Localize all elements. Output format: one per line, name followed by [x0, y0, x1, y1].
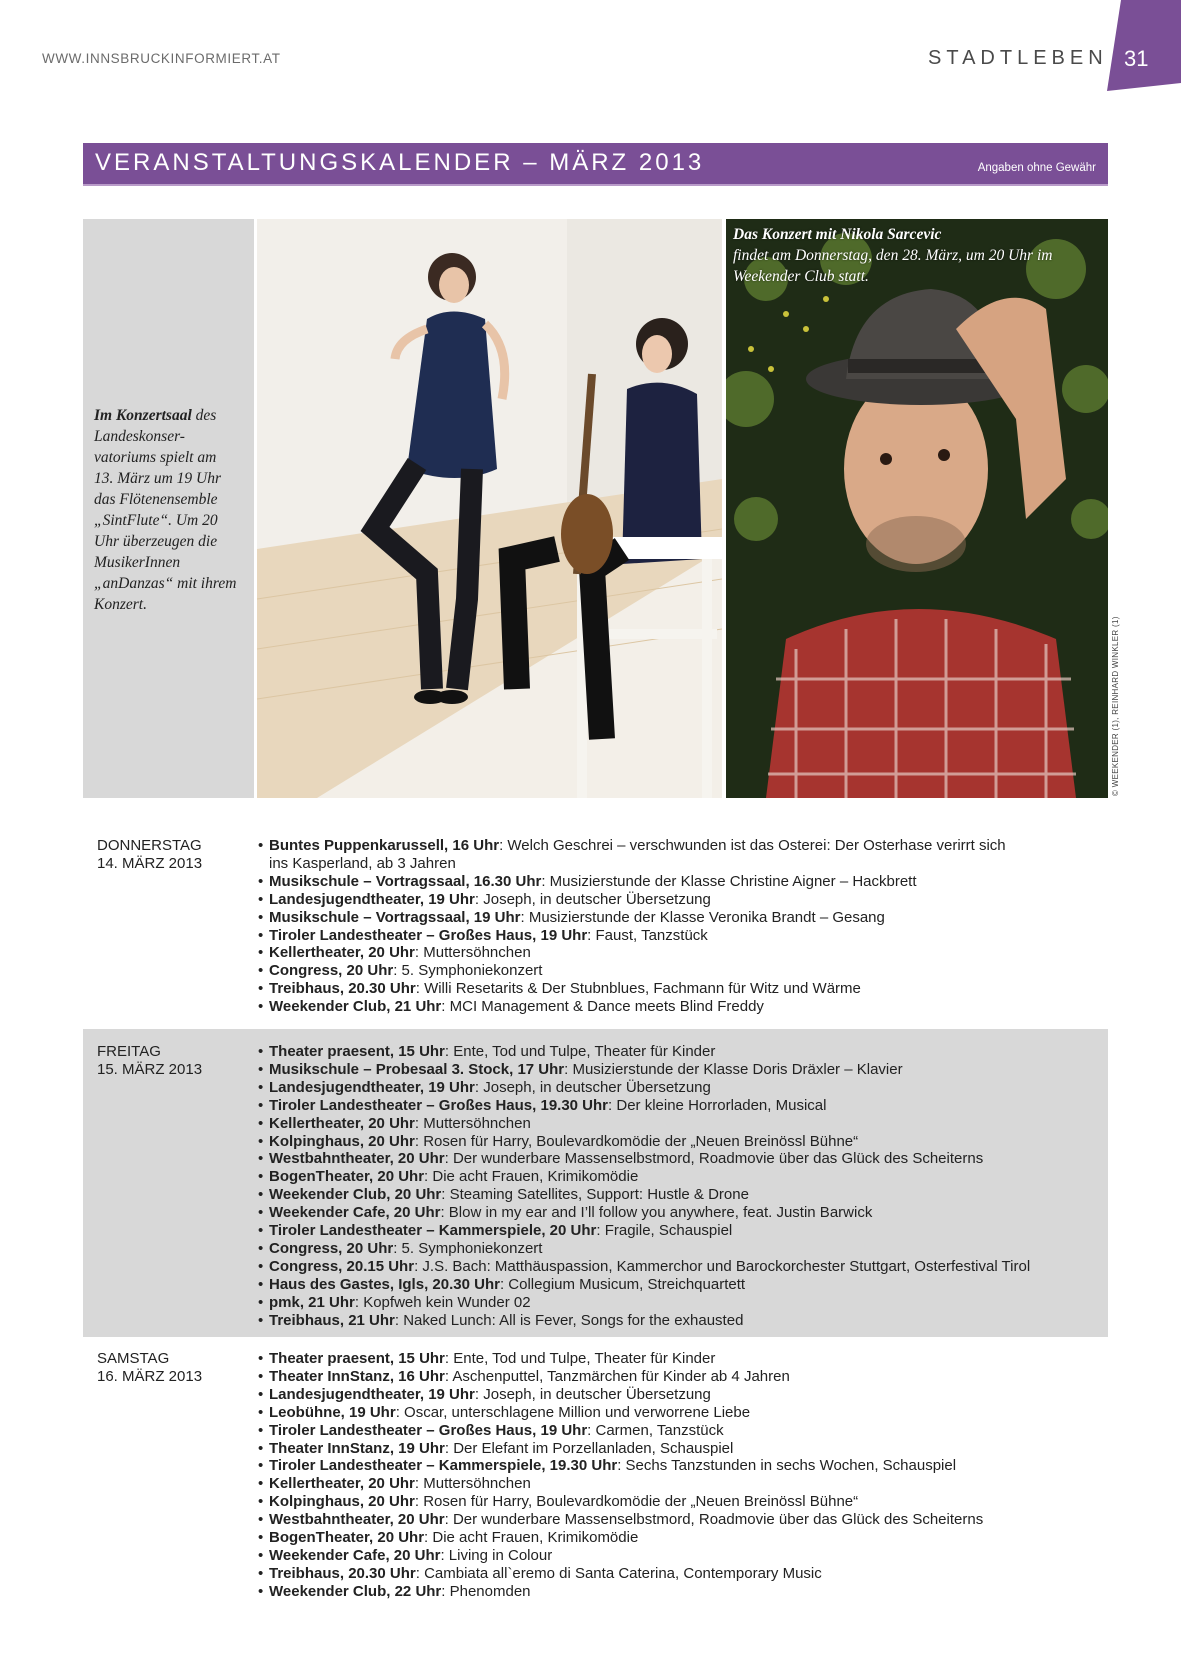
event-place: Treibhaus, 21 Uhr: [269, 1311, 395, 1329]
event-place: Landesjugendtheater, 19 Uhr: [269, 1385, 475, 1403]
section-title: STADTLEBEN: [928, 47, 1108, 69]
event-desc: : Joseph, in deutscher Übersetzung: [474, 890, 711, 908]
event-place: Congress, 20.15 Uhr: [269, 1257, 415, 1275]
event-desc: : MCI Management & Dance meets Blind Freddy: [441, 998, 764, 1016]
disclaimer-note: Angaben ohne Gewähr: [977, 162, 1096, 174]
event-desc: : Welch Geschrei – verschwunden ist das Osterei: Der Osterhase verirrt sich ins Kasperland, ab 3 Jahren: [269, 837, 1006, 872]
event-place: Tiroler Landestheater – Kammerspiele, 19.30 Uhr: [269, 1457, 618, 1475]
left-caption-text: des Landeskonser-vatoriums spielt am 13. März um 19 Uhr das Flötenensemble „SintFlute“. Um 20 Uhr überzeugen die MusikerInnen „anDanzas“ mit ihrem Konzert.: [94, 407, 237, 613]
event-place: Kellertheater, 20 Uhr: [269, 1475, 415, 1493]
calendar-title: VERANSTALTUNGSKALENDER – MÄRZ 2013: [95, 149, 705, 176]
event-item: [258, 944, 1098, 962]
event-desc: : Cambiata all`eremo di Santa Caterina, Contemporary Music: [415, 1564, 822, 1582]
event-item: [258, 873, 1098, 891]
right-caption-lead: Das Konzert mit Nikola Sarcevic: [733, 226, 942, 243]
event-place: Weekender Cafe, 20 Uhr: [269, 1204, 441, 1222]
event-place: Tiroler Landestheater – Großes Haus, 19 Uhr: [269, 926, 588, 944]
event-place: Theater InnStanz, 16 Uhr: [269, 1367, 445, 1385]
day-block-freitag: [83, 1029, 1108, 1337]
event-item: [258, 1186, 1098, 1204]
event-place: Tiroler Landestheater – Großes Haus, 19 Uhr: [269, 1421, 588, 1439]
event-desc: : Aschenputtel, Tanzmärchen für Kinder ab 4 Jahren: [444, 1367, 790, 1385]
event-desc: : Joseph, in deutscher Übersetzung: [474, 1078, 711, 1096]
date: 16. MÄRZ 2013: [97, 1368, 203, 1385]
event-desc: : 5. Symphoniekonzert: [393, 962, 543, 980]
event-item: [258, 837, 1098, 873]
weekender-photo: [726, 219, 1108, 798]
event-place: BogenTheater, 20 Uhr: [269, 1168, 425, 1186]
event-desc: : Musizierstunde der Klasse Doris Dräxler – Klavier: [564, 1060, 903, 1078]
event-desc: : Muttersöhnchen: [414, 944, 531, 962]
event-desc: : Joseph, in deutscher Übersetzung: [474, 1385, 711, 1403]
event-place: Theater InnStanz, 19 Uhr: [269, 1439, 445, 1457]
right-caption-text: findet am Donnerstag, den 28. März, um 20 Uhr im Weekender Club statt.: [733, 247, 1053, 285]
event-desc: : Oscar, unterschlagene Million und verworrene Liebe: [395, 1403, 751, 1421]
event-item: [258, 909, 1098, 927]
event-item: [258, 1294, 1098, 1312]
event-item: [258, 998, 1098, 1016]
event-desc: : Willi Resetarits & Der Stubnblues, Fachmann für Witz und Wärme: [415, 980, 861, 998]
event-place: Theater praesent, 15 Uhr: [269, 1350, 445, 1367]
event-desc: : Musizierstunde der Klasse Christine Aigner – Hackbrett: [541, 872, 917, 890]
event-desc: : Der wunderbare Massenselbstmord, Roadmovie über das Glück des Scheiterns: [444, 1150, 984, 1168]
event-desc: : Living in Colour: [440, 1546, 553, 1564]
event-desc: : Die acht Frauen, Krimikomödie: [424, 1529, 639, 1547]
event-item: [258, 1133, 1098, 1151]
event-desc: : Kopfweh kein Wunder 02: [354, 1293, 531, 1311]
event-item: [258, 1043, 1098, 1061]
event-item: [258, 1258, 1098, 1276]
event-place: Weekender Club, 22 Uhr: [269, 1582, 442, 1600]
event-item: [258, 1547, 1098, 1565]
event-item: [258, 1115, 1098, 1133]
event-item: [258, 1350, 1098, 1368]
concert-photo: [257, 219, 722, 798]
event-item: [258, 1097, 1098, 1115]
weekday: DONNERSTAG: [97, 837, 202, 854]
event-place: Theater praesent, 15 Uhr: [269, 1043, 445, 1060]
event-item: [258, 927, 1098, 945]
event-item: [258, 891, 1098, 909]
caption-box: [83, 219, 254, 798]
event-place: Kellertheater, 20 Uhr: [269, 1114, 415, 1132]
weekday: SAMSTAG: [97, 1350, 170, 1367]
date: 15. MÄRZ 2013: [97, 1061, 203, 1078]
event-item: [258, 1150, 1098, 1168]
event-item: [258, 1079, 1098, 1097]
event-place: Westbahntheater, 20 Uhr: [269, 1511, 445, 1529]
day-label: [97, 1350, 202, 1386]
event-item: [258, 1511, 1098, 1529]
event-desc: : Carmen, Tanzstück: [587, 1421, 724, 1439]
event-place: Landesjugendtheater, 19 Uhr: [269, 1078, 475, 1096]
event-item: [258, 1386, 1098, 1404]
event-item: [258, 1061, 1098, 1079]
event-place: Congress, 20 Uhr: [269, 1239, 394, 1257]
event-item: [258, 1404, 1098, 1422]
event-item: [258, 980, 1098, 998]
event-desc: : Der Elefant im Porzellanladen, Schauspiel: [444, 1439, 734, 1457]
event-place: Buntes Puppenkarussell, 16 Uhr: [269, 837, 500, 854]
left-photo-caption: [94, 405, 239, 615]
event-desc: : Rosen für Harry, Boulevardkomödie der „Neuen Breinössl Bühne“: [414, 1132, 859, 1150]
event-item: [258, 1422, 1098, 1440]
event-desc: : Ente, Tod und Tulpe, Theater für Kinder: [444, 1350, 716, 1367]
event-item: [258, 1565, 1098, 1583]
event-desc: : Die acht Frauen, Krimikomödie: [424, 1168, 639, 1186]
event-item: [258, 1529, 1098, 1547]
event-place: Kolpinghaus, 20 Uhr: [269, 1493, 415, 1511]
event-place: Haus des Gastes, Igls, 20.30 Uhr: [269, 1275, 500, 1293]
event-list: [258, 1350, 1098, 1601]
event-desc: : Faust, Tanzstück: [587, 926, 708, 944]
event-item: [258, 1440, 1098, 1458]
event-place: Weekender Cafe, 20 Uhr: [269, 1546, 441, 1564]
event-desc: : Rosen für Harry, Boulevardkomödie der „Neuen Breinössl Bühne“: [414, 1493, 859, 1511]
left-caption-lead: Im Konzertsaal: [94, 407, 192, 424]
event-item: [258, 1168, 1098, 1186]
event-place: Treibhaus, 20.30 Uhr: [269, 980, 416, 998]
event-place: Tiroler Landestheater – Großes Haus, 19.30 Uhr: [269, 1096, 609, 1114]
event-place: Musikschule – Probesaal 3. Stock, 17 Uhr: [269, 1060, 565, 1078]
day-label: [97, 837, 202, 873]
event-item: [258, 1583, 1098, 1601]
event-place: Kellertheater, 20 Uhr: [269, 944, 415, 962]
event-place: Leobühne, 19 Uhr: [269, 1403, 396, 1421]
weekday: FREITAG: [97, 1043, 161, 1060]
event-list: [258, 837, 1098, 1016]
event-desc: : Phenomden: [441, 1582, 531, 1600]
event-desc: : Fragile, Schauspiel: [596, 1222, 733, 1240]
event-place: pmk, 21 Uhr: [269, 1293, 355, 1311]
event-desc: : Steaming Satellites, Support: Hustle & Drone: [441, 1186, 749, 1204]
photo-credit: © WEEKENDER (1), REINHARD WINKLER (1): [1111, 616, 1120, 796]
event-item: [258, 1240, 1098, 1258]
event-item: [258, 1222, 1098, 1240]
event-place: Westbahntheater, 20 Uhr: [269, 1150, 445, 1168]
event-desc: : Musizierstunde der Klasse Veronika Brandt – Gesang: [520, 908, 885, 926]
day-block-donnerstag: [83, 835, 1108, 1020]
event-item: [258, 1493, 1098, 1511]
event-place: Treibhaus, 20.30 Uhr: [269, 1564, 416, 1582]
event-desc: : Blow in my ear and I’ll follow you anywhere, feat. Justin Barwick: [440, 1204, 873, 1222]
event-item: [258, 1475, 1098, 1493]
event-desc: : Sechs Tanzstunden in sechs Wochen, Schauspiel: [617, 1457, 957, 1475]
day-block-samstag: [83, 1340, 1108, 1610]
event-desc: : Der kleine Horrorladen, Musical: [608, 1096, 827, 1114]
event-desc: : Muttersöhnchen: [414, 1114, 531, 1132]
event-item: [258, 1276, 1098, 1294]
event-desc: : Collegium Musicum, Streichquartett: [499, 1275, 746, 1293]
event-item: [258, 1457, 1098, 1475]
title-bar: [83, 143, 1108, 184]
event-place: Musikschule – Vortragssaal, 16.30 Uhr: [269, 872, 542, 890]
event-desc: : Muttersöhnchen: [414, 1475, 531, 1493]
page-number: 31: [1124, 46, 1149, 71]
event-place: Kolpinghaus, 20 Uhr: [269, 1132, 415, 1150]
event-item: [258, 1312, 1098, 1330]
event-desc: : Ente, Tod und Tulpe, Theater für Kinder: [444, 1043, 716, 1060]
event-desc: : Der wunderbare Massenselbstmord, Roadmovie über das Glück des Scheiterns: [444, 1511, 984, 1529]
event-place: BogenTheater, 20 Uhr: [269, 1529, 425, 1547]
event-place: Tiroler Landestheater – Kammerspiele, 20 Uhr: [269, 1222, 597, 1240]
event-list: [258, 1043, 1098, 1330]
event-desc: : J.S. Bach: Matthäuspassion, Kammerchor und Barockorchester Stuttgart, Osterfestival Tirol: [414, 1257, 1031, 1275]
event-place: Weekender Club, 20 Uhr: [269, 1186, 442, 1204]
event-desc: : 5. Symphoniekonzert: [393, 1239, 543, 1257]
event-item: [258, 1204, 1098, 1222]
event-item: [258, 962, 1098, 980]
event-place: Congress, 20 Uhr: [269, 962, 394, 980]
right-photo-caption: [733, 224, 1083, 287]
event-item: [258, 1368, 1098, 1386]
date: 14. MÄRZ 2013: [97, 855, 203, 872]
event-place: Weekender Club, 21 Uhr: [269, 998, 442, 1016]
event-place: Landesjugendtheater, 19 Uhr: [269, 890, 475, 908]
website-url[interactable]: WWW.INNSBRUCKINFORMIERT.AT: [42, 51, 281, 66]
day-label: [97, 1043, 202, 1079]
event-place: Musikschule – Vortragssaal, 19 Uhr: [269, 908, 521, 926]
event-desc: : Naked Lunch: All is Fever, Songs for the exhausted: [394, 1311, 744, 1329]
